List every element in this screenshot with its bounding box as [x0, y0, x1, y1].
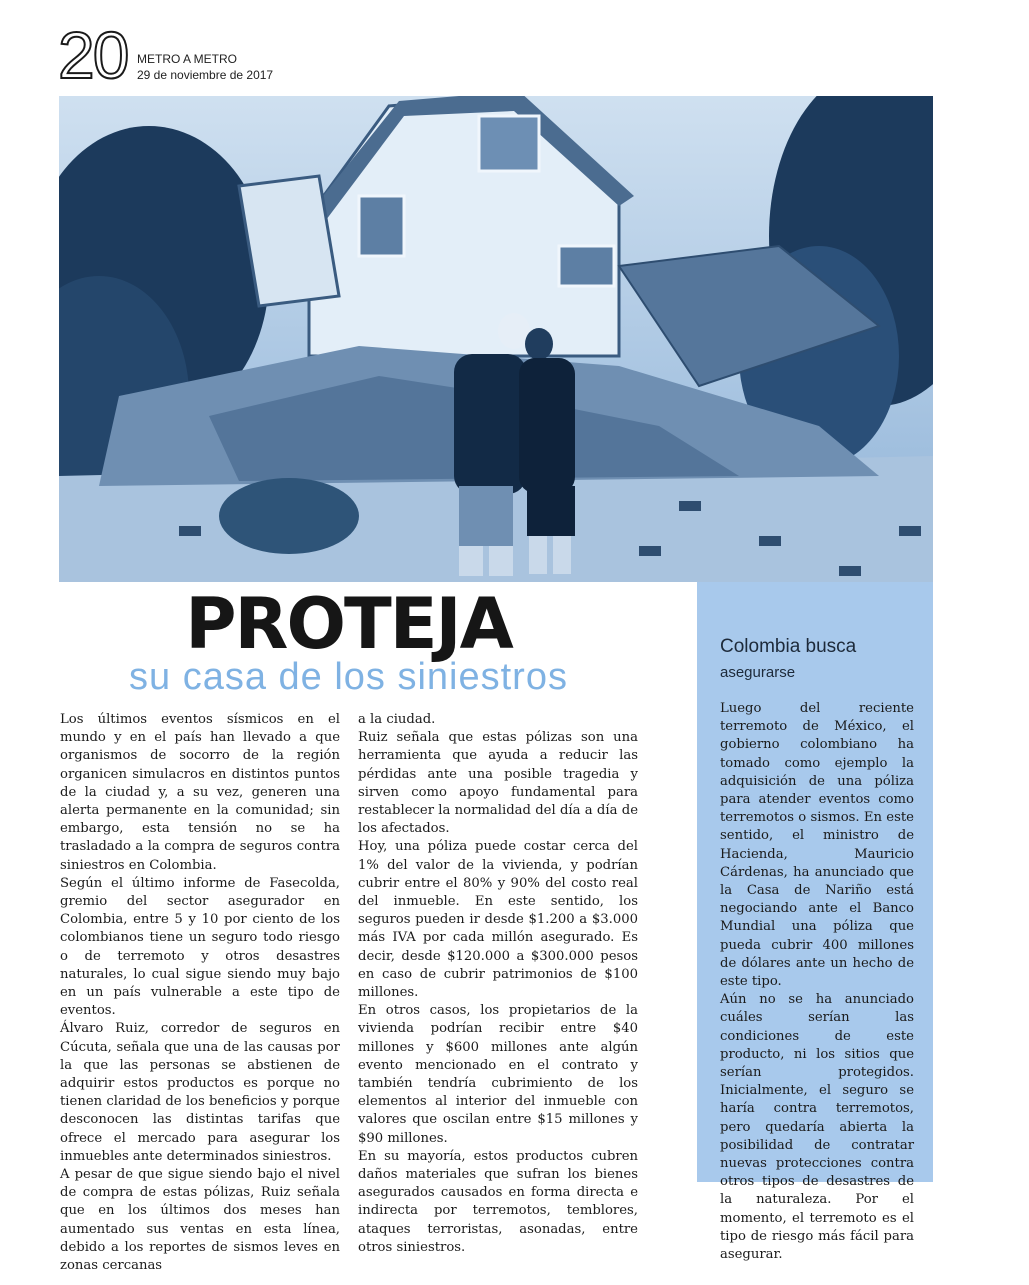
issue-date: 29 de noviembre de 2017 [137, 68, 274, 82]
page-number: 20 [58, 18, 128, 92]
article-column-2 [358, 711, 638, 1257]
article-paragraph: A pesar de que sigue siendo bajo el nivel de compra de estas pólizas, Ruiz señala que en los últimos dos meses han aumentado sus ventas en esta línea, debido a los reportes de sismos leves en zonas cercanas [60, 1167, 340, 1274]
article-column-1 [60, 711, 340, 1275]
article-paragraph: Según el último informe de Fasecolda, gremio del sector asegurador en Colombia, entre 5 y 10 por ciento de los colombianos tiene un seguro todo riesgo o de terremoto y otros desastres naturales, lo cual sigue siendo muy bajo en un país vulnerable a este tipo de eventos. [60, 875, 340, 1019]
sidebar-title: Colombia busca [720, 636, 857, 657]
collapsed-house-photo [59, 96, 933, 582]
article-paragraph: Hoy, una póliza puede costar cerca del 1% del valor de la vivienda, y podrían cubrir entre el 80% y 90% del costo real del inmueble. En este sentido, los seguros pueden ir desde $1.200 a $3.000 más IVA por cada millón asegurado. Es decir, desde $120.000 a $300.000 pesos en caso de cubrir patrimonios de $100 millones. [358, 839, 638, 1001]
sidebar-paragraph: Luego del reciente terremoto de México, el gobierno colombiano ha tomado como ejemplo la adquisición de una póliza para atender eventos como terremotos o sismos. En este sentido, el ministro de Hacienda, Mauricio Cárdenas, ha anunciado que la Casa de Nariño está negociando ante el Banco Mundial una póliza que pueda cubrir 400 millones de dólares ante un hecho de este tipo. [720, 701, 914, 990]
sidebar-subtitle: asegurarse [720, 664, 796, 681]
article-paragraph: Ruiz señala que estas pólizas son una herramienta que ayuda a reducir las pérdidas ante una posible tragedia y sirven como apoyo fundamental para restablecer la normalidad del día a día de los afectados. [358, 730, 638, 837]
section-name: METRO A METRO [137, 52, 238, 66]
headline: PROTEJA [185, 583, 512, 665]
sidebar-body [720, 700, 914, 1264]
subheadline: su casa de los siniestros [129, 656, 568, 698]
article-paragraph: a la ciudad. [358, 712, 436, 727]
sidebar-paragraph: Aún no se ha anunciado cuáles serían las condiciones de este producto, ni los sitios que serían protegidos. Inicialmente, el seguro se haría contra terremotos, pero quedaría abierta la posibilidad de contratar nuevas protecciones contra otros tipos de desastres de la naturaleza. Por el momento, el terremoto es el tipo de riesgo más fácil para asegurar. [720, 992, 914, 1263]
article-paragraph: Álvaro Ruiz, corredor de seguros en Cúcuta, señala que una de las causas por la que las personas se abstienen de adquirir estos productos es porque no tienen claridad de los beneficios y porque desconocen las distintas tarifas que ofrece el mercado para asegurar los inmuebles ante determinados siniestros. [60, 1021, 340, 1164]
article-paragraph: Los últimos eventos sísmicos en el mundo y en el país han llevado a que organismos de socorro de la región organicen simulacros en distintos puntos de la ciudad y, a su vez, generen una alerta permanente en la comunidad; sin embargo, esta tensión no se ha trasladado a la compra de seguros contra siniestros en Colombia. [60, 712, 340, 873]
article-paragraph: En su mayoría, estos productos cubren daños materiales que sufran los bienes asegurados causados en forma directa e indirecta por terremotos, temblores, ataques terroristas, asonadas, entre otros siniestros. [358, 1148, 638, 1255]
article-paragraph: En otros casos, los propietarios de la vivienda podrían recibir entre $40 millones y $600 millones ante algún evento mencionado en el contrato y también tendría cubrimiento de los elementos al interior del inmueble con valores que oscilan entre $15 millones y $90 millones. [358, 1003, 638, 1146]
